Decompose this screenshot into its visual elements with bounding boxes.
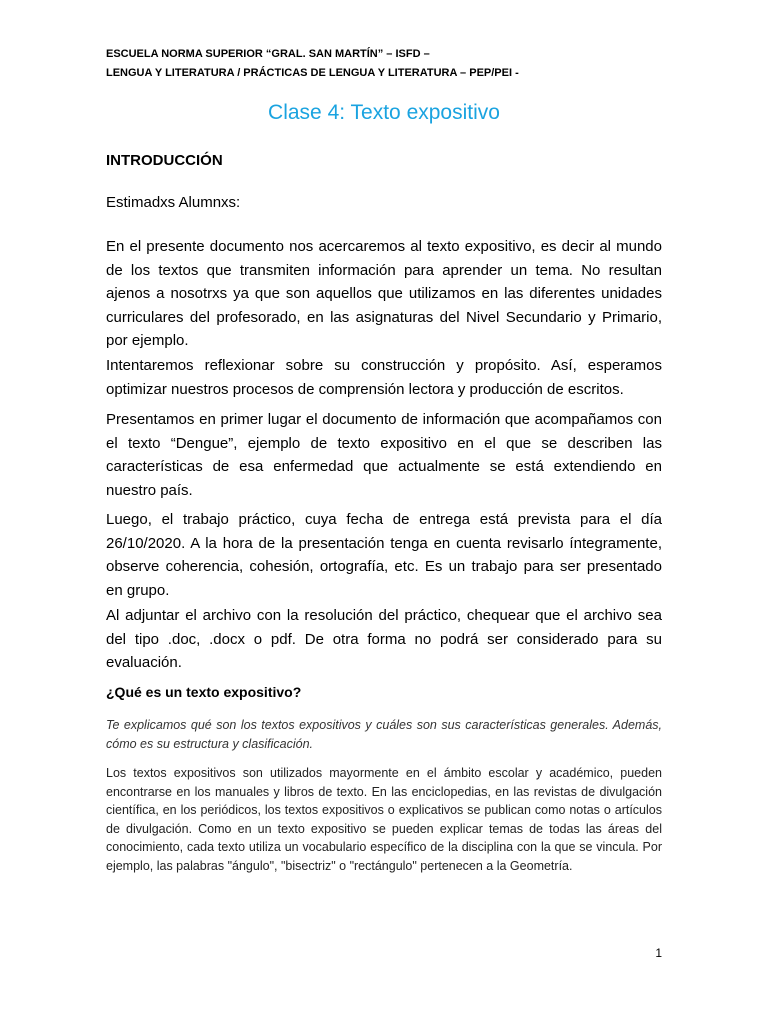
intro-heading: INTRODUCCIÓN	[106, 152, 223, 169]
document-page	[106, 0, 662, 1024]
header-line-institution: ESCUELA NORMA SUPERIOR “GRAL. SAN MARTÍN” – ISFD –	[106, 48, 430, 60]
paragraph-file-format: Al adjuntar el archivo con la resolución del práctico, chequear que el archivo sea del tipo .doc, .docx o pdf. De otra forma no podrá ser considerado para su evaluación.	[106, 607, 662, 671]
paragraph-intro: En el presente documento nos acercaremos al texto expositivo, es decir al mundo de los textos que transmiten información para aprender un tema. No resultan ajenos a nosotrxs ya que son aquellos que utilizamos en las diferentes unidades curriculares del profesorado, en las asignaturas del Nivel Secundario y Primario, por ejemplo.	[106, 238, 662, 349]
page-number: 1	[655, 946, 662, 960]
greeting: Estimadxs Alumnxs:	[106, 194, 241, 211]
paragraph-purpose: Intentaremos reflexionar sobre su construcción y propósito. Así, esperamos optimizar nuestros procesos de comprensión lectora y producción de escritos.	[106, 357, 662, 398]
section-subtitle: Te explicamos qué son los textos expositivos y cuáles son sus características generales. Además, cómo es su estructura y clasificación.	[106, 718, 662, 751]
document-title: Clase 4: Texto expositivo	[268, 101, 500, 124]
section-body: Los textos expositivos son utilizados mayormente en el ámbito escolar y académico, pueden encontrarse en los manuales y libros de texto. En las enciclopedias, en las revistas de divulgación científica, en los periódicos, los textos expositivos o explicativos se publican como notas o artículos de divulgación. Como en un texto expositivo se pueden explicar temas de todas las áreas del conocimiento, cada texto utiliza un vocabulario específico de la disciplina con la que se vincula. Por ejemplo, las palabras "ángulo", "bisectriz" o "rectángulo" pertenecen a la Geometría.	[106, 766, 662, 873]
header-line-subject: LENGUA Y LITERATURA / PRÁCTICAS DE LENGUA Y LITERATURA – PEP/PEI -	[106, 67, 519, 79]
section-heading: ¿Qué es un texto expositivo?	[106, 684, 302, 700]
paragraph-dengue: Presentamos en primer lugar el documento de información que acompañamos con el texto “Dengue”, ejemplo de texto expositivo en el que se describen las características de esa enfermedad que actualmente se está extendiendo en nuestro país.	[106, 411, 662, 499]
paragraph-assignment: Luego, el trabajo práctico, cuya fecha de entrega está prevista para el día 26/10/2020. A la hora de la presentación tenga en cuenta revisarlo íntegramente, observe coherencia, cohesión, ortografía, etc. Es un trabajo para ser presentado en grupo.	[106, 511, 662, 599]
